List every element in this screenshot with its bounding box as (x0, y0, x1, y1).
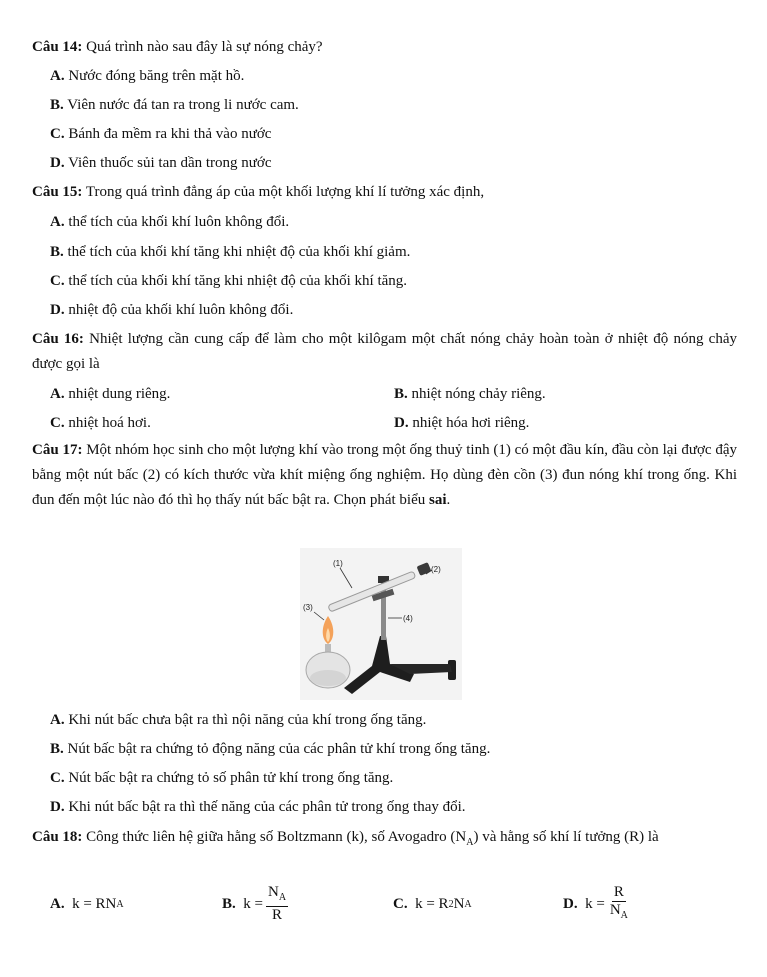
question-label: Câu 15: (32, 184, 83, 200)
q18-option-c: C. k = R 2 N A (393, 895, 472, 912)
q15-option-d: D. nhiệt độ của khối khí luôn không đổi. (50, 302, 294, 318)
q15-option-a: A. thể tích của khối khí luôn không đổi. (50, 214, 290, 230)
q17-option-c: C. Nút bấc bật ra chứng tỏ số phân tử khí trong ống tăng. (50, 770, 394, 786)
question-16 (32, 327, 737, 377)
q18-option-b: B. k = $\frac{N_A}{R}$ (222, 884, 287, 923)
figure-label-2: (2) (431, 565, 441, 574)
question-text: Công thức liên hệ giữa hằng số Boltzmann (k), số Avogadro (N (82, 829, 467, 845)
question-15 (32, 182, 484, 202)
figure-label-1: (1) (333, 559, 343, 568)
experiment-figure (300, 548, 462, 700)
question-label: Câu 18: (32, 829, 83, 845)
q18-option-a: A. k = RN A (50, 895, 124, 912)
question-17: Câu 17: Một nhóm học sinh cho một lượng khí vào trong một ống thuỷ tinh (1) có một đầu kín, đầu còn lại được đậy bằng một nút bấc (2) có kích thước vừa khít miệng ống nghiệm. Họ dùng đèn cồn (3) đun nóng khí trong ống. Khi đun đến một lúc nào đó thì họ thấy nút bấc bật ra. Chọn phát biểu sai. (32, 442, 737, 508)
q17-option-d: D. Khi nút bấc bật ra thì thế năng của các phân tử trong ống thay đổi. (50, 799, 466, 815)
question-text: Nhiệt lượng cần cung cấp để làm cho một kilôgam một chất nóng chảy hoàn toàn ở nhiệt độ nóng chảy được gọi là (32, 331, 737, 372)
q14-option-c: C. Bánh đa mềm ra khi thả vào nước (50, 126, 272, 142)
emphasis-word: sai (429, 492, 447, 508)
question-label: Câu 17: (32, 442, 83, 458)
question-text: Một nhóm học sinh cho một lượng khí vào trong một ống thuỷ tinh (1) có một đầu kín, đầu còn lại được đậy bằng một nút bấc (2) có kích thước vừa khít miệng ống nghiệm. Họ dùng đèn cồn (3) đun nóng khí trong ống. Khi đun đến một lúc nào đó thì họ thấy nút bấc bật ra. Chọn phát biểu (32, 442, 737, 508)
q14-option-a: A. Nước đóng băng trên mặt hồ. (50, 68, 245, 84)
q14-option-b: B. Viên nước đá tan ra trong li nước cam. (50, 97, 299, 113)
q14-option-d: D. Viên thuốc sủi tan dần trong nước (50, 155, 272, 171)
fraction: $\frac{N_A}{R}$ (267, 884, 287, 923)
q18-option-d: D. k = $\frac{R}{N_A}$ (563, 884, 630, 924)
q17-option-a: A. Khi nút bấc chưa bật ra thì nội năng của khí trong ống tăng. (50, 712, 427, 728)
question-14 (32, 37, 323, 57)
q16-option-a: A. nhiệt dung riêng. (50, 386, 171, 402)
question-text: Quá trình nào sau đây là sự nóng chảy? (82, 39, 323, 55)
experiment-illustration (300, 548, 462, 700)
q16-option-b: B. nhiệt nóng chảy riêng. (394, 386, 546, 402)
q15-option-b: B. thể tích của khối khí tăng khi nhiệt độ của khối khí giảm. (50, 244, 411, 260)
question-label: Câu 16: (32, 331, 84, 347)
q16-option-d: D. nhiệt hóa hơi riêng. (394, 415, 530, 431)
figure-label-4: (4) (403, 614, 413, 623)
question-text: Trong quá trình đẳng áp của một khối lượng khí lí tưởng xác định, (82, 184, 485, 200)
q15-option-c: C. thể tích của khối khí tăng khi nhiệt độ của khối khí tăng. (50, 273, 408, 289)
fraction: $\frac{R}{N_A}$ (609, 884, 628, 921)
question-18: Câu 18: Công thức liên hệ giữa hằng số Boltzmann (k), số Avogadro $(N_A)$ và hằng số khí lí tưởng (R) là (32, 829, 659, 848)
figure-label-3: (3) (303, 603, 313, 612)
question-label: Câu 14: (32, 39, 83, 55)
q17-option-b: B. Nút bấc bật ra chứng tỏ động năng của các phân tử khí trong ống tăng. (50, 741, 491, 757)
q16-option-c: C. nhiệt hoá hơi. (50, 415, 151, 431)
